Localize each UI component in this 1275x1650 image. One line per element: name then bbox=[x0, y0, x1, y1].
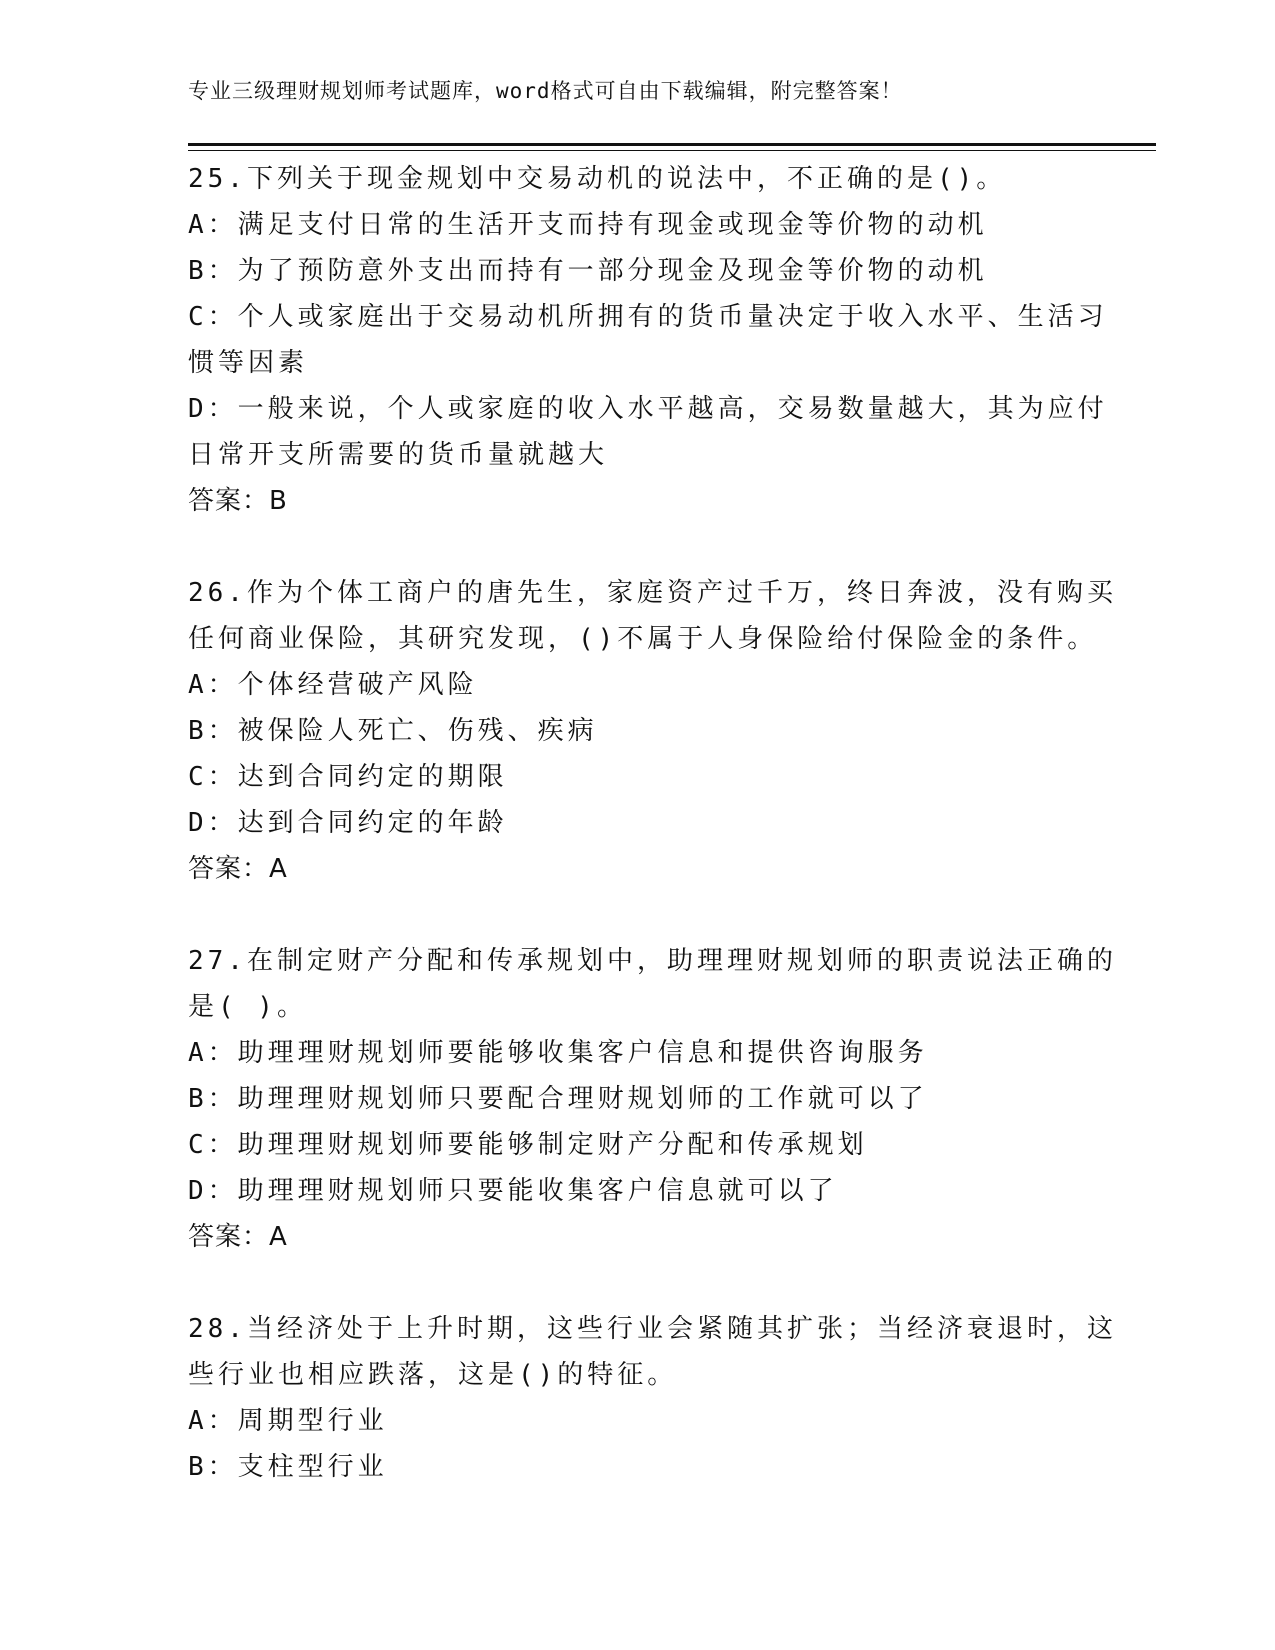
option-d: D：助理理财规划师只要能收集客户信息就可以了 bbox=[188, 1176, 838, 1206]
question-stem-continued: 是( )。 bbox=[188, 992, 307, 1022]
question-26 bbox=[188, 570, 1117, 892]
option-b: B：助理理财规划师只要配合理财规划师的工作就可以了 bbox=[188, 1084, 928, 1114]
question-stem-continued: 些行业也相应跌落，这是()的特征。 bbox=[188, 1360, 678, 1390]
question-stem: 27.在制定财产分配和传承规划中，助理理财规划师的职责说法正确的 bbox=[188, 946, 1117, 976]
option-d: D：达到合同约定的年龄 bbox=[188, 808, 508, 838]
question-25 bbox=[188, 156, 1108, 524]
answer-label: 答案：A bbox=[188, 854, 288, 884]
option-c: C：个人或家庭出于交易动机所拥有的货币量决定于收入水平、生活习 bbox=[188, 302, 1108, 332]
option-b: B：被保险人死亡、伤残、疾病 bbox=[188, 716, 598, 746]
question-stem-continued: 任何商业保险，其研究发现，()不属于人身保险给付保险金的条件。 bbox=[188, 624, 1098, 654]
option-d: D：一般来说，个人或家庭的收入水平越高，交易数量越大，其为应付 bbox=[188, 394, 1108, 424]
header-rule-thick bbox=[188, 143, 1156, 146]
answer-label: 答案：B bbox=[188, 486, 288, 516]
page-header: 专业三级理财规划师考试题库，word格式可自由下载编辑，附完整答案！ bbox=[188, 79, 903, 103]
question-list bbox=[188, 156, 1117, 1536]
option-a: A：助理理财规划师要能够收集客户信息和提供咨询服务 bbox=[188, 1038, 928, 1068]
question-stem: 28.当经济处于上升时期，这些行业会紧随其扩张；当经济衰退时，这 bbox=[188, 1314, 1117, 1344]
option-b: B：为了预防意外支出而持有一部分现金及现金等价物的动机 bbox=[188, 256, 988, 286]
option-c: C：达到合同约定的期限 bbox=[188, 762, 508, 792]
option-a: A：个体经营破产风险 bbox=[188, 670, 478, 700]
option-d-continued: 日常开支所需要的货币量就越大 bbox=[188, 440, 609, 470]
option-b: B：支柱型行业 bbox=[188, 1452, 388, 1482]
question-stem: 26.作为个体工商户的唐先生，家庭资产过千万，终日奔波，没有购买 bbox=[188, 578, 1117, 608]
header-rule-thin bbox=[188, 150, 1156, 151]
option-a: A：满足支付日常的生活开支而持有现金或现金等价物的动机 bbox=[188, 210, 988, 240]
question-28 bbox=[188, 1306, 1117, 1490]
question-27 bbox=[188, 938, 1117, 1260]
option-a: A：周期型行业 bbox=[188, 1406, 388, 1436]
option-c: C：助理理财规划师要能够制定财产分配和传承规划 bbox=[188, 1130, 868, 1160]
answer-label: 答案：A bbox=[188, 1222, 288, 1252]
option-c-continued: 惯等因素 bbox=[188, 348, 309, 378]
question-stem: 25.下列关于现金规划中交易动机的说法中，不正确的是()。 bbox=[188, 164, 1007, 194]
